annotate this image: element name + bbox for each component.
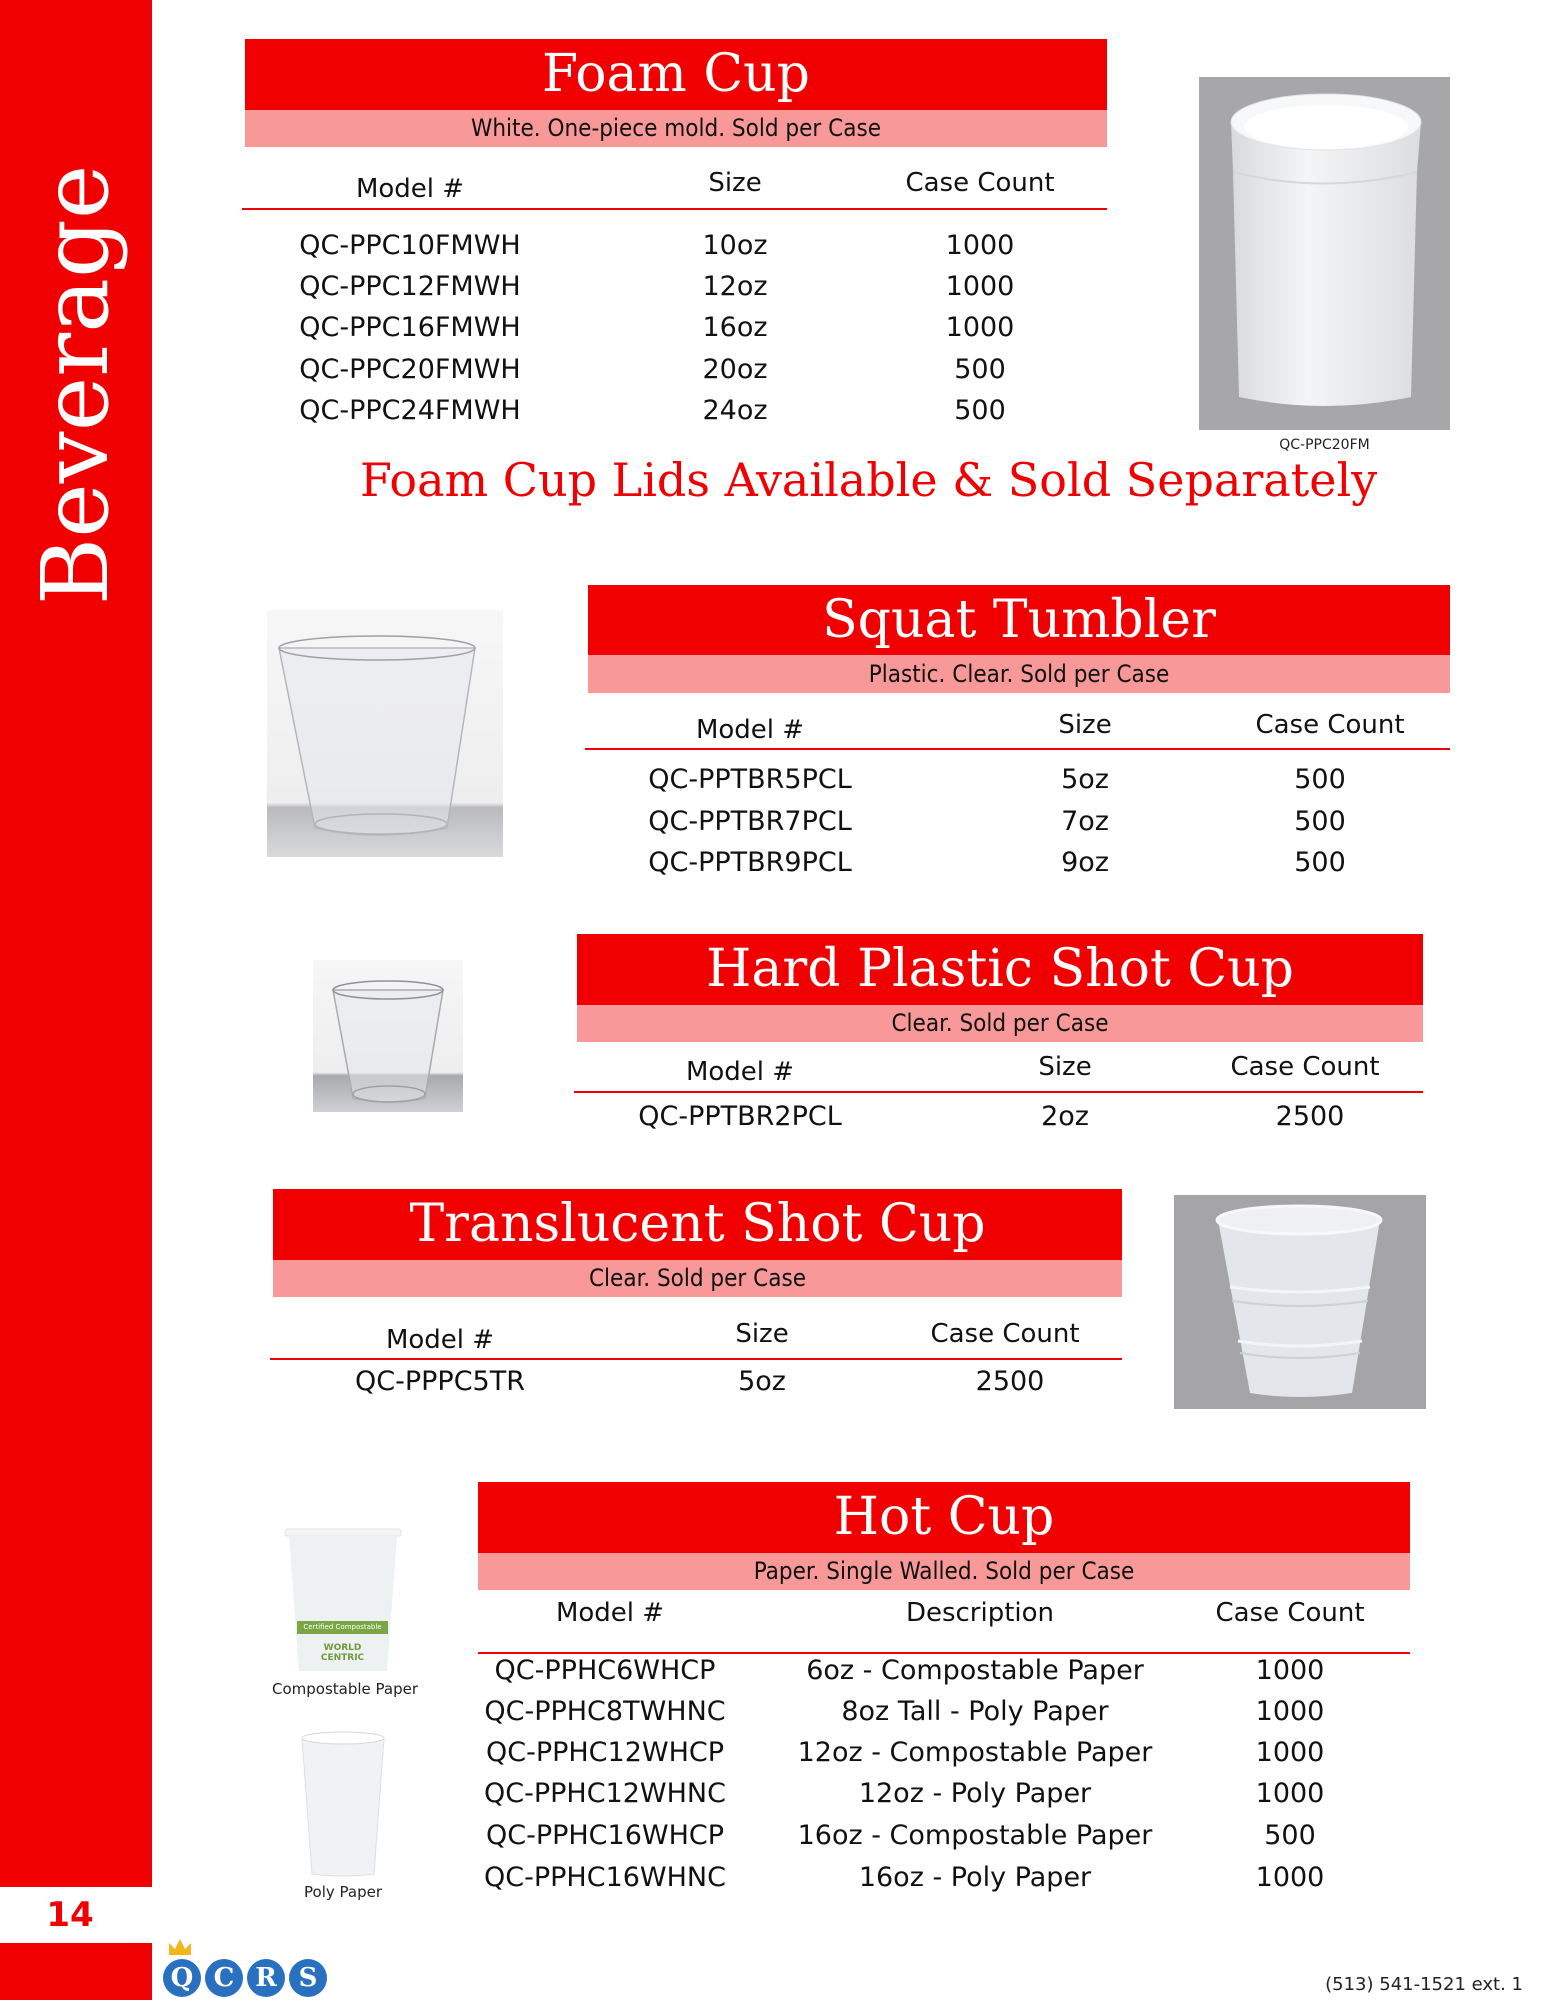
section-title: Foam Cup: [245, 39, 1107, 110]
page-number: 14: [46, 1895, 94, 1935]
section-title: Hard Plastic Shot Cup: [577, 934, 1423, 1005]
poly-caption: Poly Paper: [304, 1883, 382, 1901]
cell-model: QC-PPC10FMWH: [299, 230, 521, 261]
cell-case-count: 1000: [945, 271, 1015, 302]
header-model: Model #: [555, 1598, 665, 1628]
cell-case-count: 500: [954, 354, 1006, 385]
cell-size: 16oz: [702, 312, 768, 343]
header-model: Model #: [385, 1325, 495, 1355]
cell-model: QC-PPTBR2PCL: [638, 1101, 842, 1132]
cell-size: 5oz: [738, 1366, 786, 1397]
cell-model: QC-PPPC5TR: [355, 1366, 525, 1397]
compostable-caption: Compostable Paper: [271, 1680, 418, 1698]
cell-case-count: 1000: [1255, 1737, 1325, 1768]
logo-letter: R: [247, 1959, 285, 1997]
cell-model: QC-PPHC12WHNC: [484, 1778, 726, 1809]
cell-model: QC-PPHC8TWHNC: [484, 1696, 726, 1727]
shot-cup-icon: [313, 960, 463, 1112]
cell-description: 8oz Tall - Poly Paper: [841, 1696, 1109, 1727]
section-subtitle: Clear. Sold per Case: [273, 1260, 1122, 1297]
cell-case-count: 500: [1294, 764, 1346, 795]
cell-model: QC-PPC16FMWH: [299, 312, 521, 343]
translucent-shot-cup-image: [1174, 1195, 1426, 1409]
logo-letter: Q: [163, 1959, 201, 1997]
cell-size: 10oz: [702, 230, 768, 261]
phone-number: (513) 541-1521 ext. 1: [1325, 1974, 1523, 1995]
cell-case-count: 1000: [945, 312, 1015, 343]
section-subtitle: White. One-piece mold. Sold per Case: [245, 110, 1107, 147]
cell-description: 6oz - Compostable Paper: [806, 1655, 1144, 1686]
cell-model: QC-PPTBR9PCL: [648, 847, 852, 878]
hard-shot-cup-image: [313, 960, 463, 1112]
compostable-cup-image: [283, 1525, 403, 1677]
cell-model: QC-PPHC12WHCP: [485, 1737, 725, 1768]
header-model: Model #: [695, 715, 805, 745]
header-size: Size: [735, 1319, 789, 1349]
cell-case-count: 500: [1294, 847, 1346, 878]
logo-letter: C: [205, 1959, 243, 1997]
cell-case-count: 1000: [1255, 1655, 1325, 1686]
header-model: Model #: [685, 1057, 795, 1087]
header-case-count: Case Count: [1230, 1052, 1380, 1082]
cell-case-count: 1000: [945, 230, 1015, 261]
cell-model: QC-PPC20FMWH: [299, 354, 521, 385]
header-underline: [242, 208, 1107, 210]
cell-size: 2oz: [1041, 1101, 1089, 1132]
cell-model: QC-PPC24FMWH: [299, 395, 521, 426]
sidebar-footer-band: [0, 1943, 152, 2000]
category-title: Beverage: [22, 164, 129, 606]
section-subtitle: Clear. Sold per Case: [577, 1005, 1423, 1042]
section-title: Hot Cup: [478, 1482, 1410, 1553]
cup-band-label: Certified Compostable: [303, 1623, 382, 1631]
cell-case-count: 1000: [1255, 1862, 1325, 1893]
section-subtitle: Plastic. Clear. Sold per Case: [588, 655, 1450, 693]
poly-cup-image: [300, 1730, 386, 1878]
cell-size: 12oz: [702, 271, 768, 302]
header-underline: [574, 1091, 1423, 1093]
header-case-count: Case Count: [1255, 710, 1405, 740]
section-title: Squat Tumbler: [588, 585, 1450, 655]
sidebar-band: [0, 0, 152, 1887]
cell-case-count: 1000: [1255, 1778, 1325, 1809]
header-description: Description: [905, 1598, 1055, 1628]
cell-size: 20oz: [702, 354, 768, 385]
cell-description: 12oz - Poly Paper: [858, 1778, 1092, 1809]
cell-size: 7oz: [1061, 806, 1109, 837]
cell-model: QC-PPTBR7PCL: [648, 806, 852, 837]
cell-case-count: 500: [1294, 806, 1346, 837]
header-size: Size: [1038, 1052, 1092, 1082]
cell-model: QC-PPHC16WHCP: [485, 1820, 725, 1851]
foam-cup-image-caption: QC-PPC20FM: [1279, 437, 1370, 453]
header-case-count: Case Count: [1215, 1598, 1365, 1628]
lids-note: Foam Cup Lids Available & Sold Separately: [360, 453, 1378, 507]
logo-letter: S: [289, 1959, 327, 1997]
header-underline: [270, 1358, 1122, 1360]
section-subtitle: Paper. Single Walled. Sold per Case: [478, 1553, 1410, 1590]
cup-brand-line2: CENTRIC: [320, 1653, 365, 1663]
header-model: Model #: [355, 174, 465, 204]
cell-case-count: 500: [1264, 1820, 1316, 1851]
header-case-count: Case Count: [905, 168, 1055, 198]
section-title: Translucent Shot Cup: [273, 1189, 1122, 1260]
cup-brand-line1: WORLD: [323, 1643, 362, 1653]
cell-size: 9oz: [1061, 847, 1109, 878]
foam-cup-image: [1199, 77, 1450, 430]
cell-case-count: 2500: [1275, 1101, 1345, 1132]
header-underline: [585, 748, 1450, 750]
cell-model: QC-PPTBR5PCL: [648, 764, 852, 795]
header-size: Size: [708, 168, 762, 198]
header-size: Size: [1058, 710, 1112, 740]
cell-case-count: 1000: [1255, 1696, 1325, 1727]
cell-model: QC-PPHC16WHNC: [484, 1862, 726, 1893]
cell-case-count: 2500: [975, 1366, 1045, 1397]
logo-letters: [163, 1959, 333, 1999]
poly-cup-icon: [300, 1730, 386, 1878]
cell-model: QC-PPHC6WHCP: [494, 1655, 716, 1686]
cell-description: 12oz - Compostable Paper: [797, 1737, 1153, 1768]
foam-cup-icon: [1199, 77, 1450, 430]
cell-size: 24oz: [702, 395, 768, 426]
cell-description: 16oz - Compostable Paper: [797, 1820, 1153, 1851]
cell-case-count: 500: [954, 395, 1006, 426]
header-case-count: Case Count: [930, 1319, 1080, 1349]
tumbler-icon: [267, 610, 503, 857]
squat-tumbler-image: [267, 610, 503, 857]
cell-size: 5oz: [1061, 764, 1109, 795]
cell-model: QC-PPC12FMWH: [299, 271, 521, 302]
translucent-cup-icon: [1174, 1195, 1426, 1409]
qcrs-logo: [163, 1935, 333, 2000]
cell-description: 16oz - Poly Paper: [858, 1862, 1092, 1893]
